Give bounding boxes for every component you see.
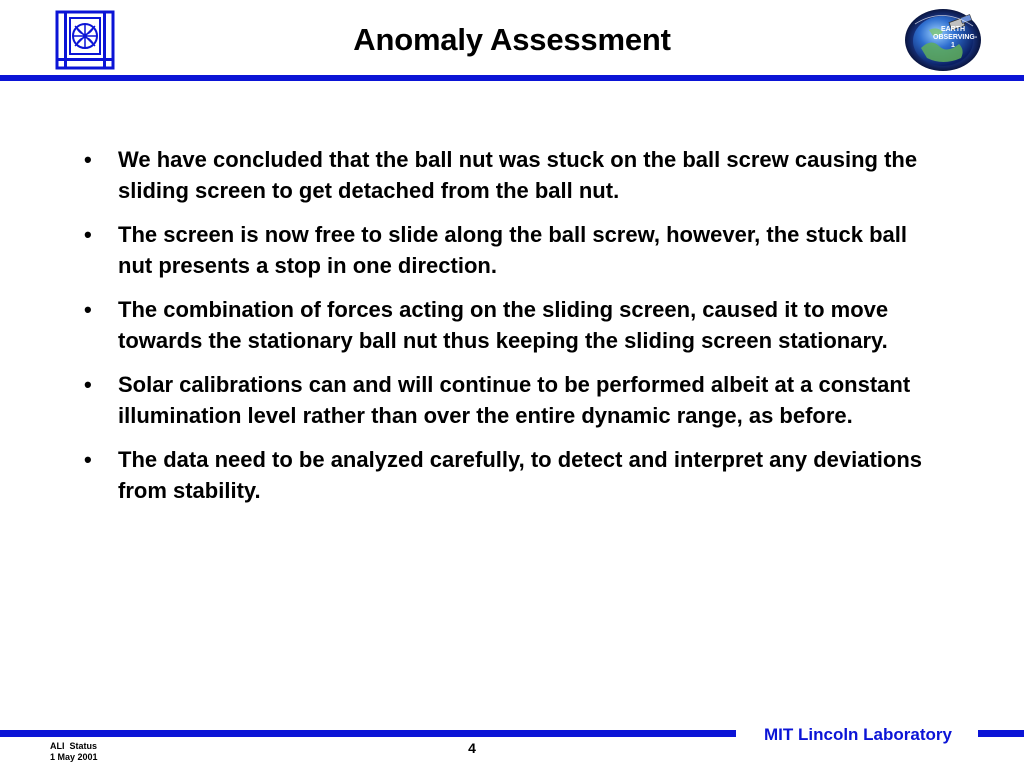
- bullet-text: The combination of forces acting on the sliding screen, caused it to move towards the stationary ball nut thus keeping the sliding screen stationary.: [118, 297, 889, 353]
- bullet-item: [84, 294, 944, 356]
- footer-subject: ALI Status: [50, 741, 98, 751]
- bullet-item: [84, 219, 944, 281]
- bullet-symbol: •: [84, 222, 92, 247]
- footer-divider-left: [0, 730, 736, 737]
- bullet-symbol: •: [84, 297, 92, 322]
- footer-date: 1 May 2001: [50, 752, 98, 762]
- mission-logo-text: EARTH OBSERVING-1: [933, 26, 978, 49]
- page-number: 4: [468, 740, 476, 756]
- bullet-text: We have concluded that the ball nut was stuck on the ball screw causing the sliding screen to get detached from the ball nut.: [118, 147, 918, 203]
- bullet-item: [84, 444, 944, 506]
- bullet-text: Solar calibrations can and will continue to be performed albeit at a constant illumination level rather than over the entire dynamic range, as before.: [118, 372, 911, 428]
- bullet-item: [84, 144, 944, 206]
- page-title: Anomaly Assessment: [353, 22, 671, 57]
- bullet-symbol: •: [84, 372, 92, 397]
- lab-name: MIT Lincoln Laboratory: [764, 725, 952, 744]
- bullet-list: [84, 144, 944, 519]
- bullet-item: [84, 369, 944, 431]
- bullet-text: The data need to be analyzed carefully, to detect and interpret any deviations from stability.: [118, 447, 923, 503]
- footer-info: [50, 741, 98, 763]
- header-divider: [0, 75, 1024, 81]
- bullet-text: The screen is now free to slide along the ball screw, however, the stuck ball nut presents a stop in one direction.: [118, 222, 907, 278]
- bullet-symbol: •: [84, 447, 92, 472]
- footer-divider-right: [978, 730, 1024, 737]
- bullet-symbol: •: [84, 147, 92, 172]
- earth-observing-1-mission-logo: [903, 8, 983, 72]
